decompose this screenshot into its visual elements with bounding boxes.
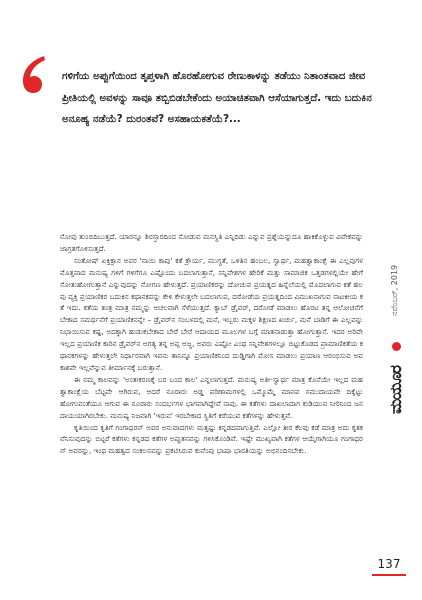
magazine-logo: ಮಯೂರ bbox=[386, 365, 405, 415]
pull-quote: ಗಳಿಗೆಯ ಅಪ್ಪುಗೆಯಿಂದ ತೃಪ್ತಳಾಗಿ ಹೊರಹೋಗುವ ರೇಣುಕಾಳನ್ನು ತಡೆಯು ನಿತಾಂತವಾದ ಜೀವಪ್ರೀತಿಯಲ್ಲಿ ಅವಳನ್ನು ಸಾವೂ ತಬ್ಬಿಬಿಡಬೇಕೆಂದು ಅಯಾಚಿತವಾಗಿ ಆಸೆಯಾಗುತ್ತದೆ. ಇದು ಬದುಕಿನ ಅನೂಹ್ಯ ನಡೆಯೆ? ದುರಂತವೆ? ಅಸಹಾಯಕತೆಯೆ?... bbox=[62, 71, 372, 125]
quote-mark-icon bbox=[20, 55, 46, 95]
body-paragraph: ಸಂತೋಷ್ ಏಕ್ತಿಕ್ಸಾನ ಅವರ 'ನಾಯಿ ಕಾಪು' ಕತೆ ಕ್ರೌರ್ಯ, ಮುಗ್ಧತೆ, ಒಳಿತಿನ ಹಂಬಲ, ಸ್ವಾರ್ಥ, ಮಹತ್ವಾಕಾಂಕ್ಷೆ ಈ ಎಲ್ಲವುಗಳ ಮೊತ್ತವಾದ ಮನುಷ್ಯ ಗಳಿಗೆ ಗಳಿಗೆಗೂ ಎಷ್ಟೊಂದು ಬದಲಾಗುತ್ತಾನೆ, ಸನ್ನಿವೇಶಗಳ ಹೇರಿಕೆ ಮತ್ತು ಸಾಮಾಜಿಕ ಒತ್ತಡಗಳಲ್ಲಿಯೇ ಹೇಗೆ ಸೋತುಹೋಗುತ್ತಾನೆ ಎನ್ನುವುದನ್ನು ನೋಗಣ ಹೇಳುತ್ತದೆ. ಪ್ರಯಾಣಿಕರನ್ನು ದೋಚುವ ಪ್ರಯತ್ನದ ಹಿನ್ನೆಲೆಯಲ್ಲಿ ಮೊದಲಾಗುವ ಕತೆ ಹಲವು ವ್ಯಕ್ತಿ ಪ್ರಯಾಣಿಕರ ಬದುಕಿನ ಕಥಾನಕವನ್ನು ಕೇಳಿ ಕೇಳುತ್ತಲೇ ಬದಲಾಗುವ, ದರೋಡೆಯ ಪ್ರಯತ್ನದಿಂದ ವಿಮುಖನಾಗುವ ನಾಟಕೀಯ ಕತೆ ಇದು. ಕತೆಯ ತಂತ್ರ ಮಾತ್ರ ನಮ್ಮನ್ನು ಅಚಲವಾಗಿ ಸೆಳೆಯುತ್ತದೆ. ಕ್ಯಾಬ್ ಡ್ರೈವರ್, ದರೋಡೆ ಮಾಡಲು ಹೊರಟ ತನ್ನ ಆಲೋಚನೆಗೆ ಬೇಕಾದ ಸಮರ್ಥನೆಗೆ ಪ್ರಯಾಣಿಕನನ್ನೇ – ಡ್ರೈವರ್‌ನ ಸಂಬಳದಲ್ಲಿ ಮನೆ, ಇಬ್ಬರು ಮಕ್ಕಳ ಶಿಕ್ಷಣದ ಖರ್ಚು, ಮನೆ ಬಾಡಿಗೆ ಈ ಎಲ್ಲವನ್ನು ನಿಭಾಯಿಸುವ ಕಷ್ಟ, ಅದಕ್ಕಾಗಿ ಹುಡುಕಬೇಕಾದ ಬೇರೆ ಬೇರೆ ಆದಾಯದ ಮೂಲಗಳ ಬಗ್ಗೆ ಮಾತನಾಡುತ್ತಾ ಹೋಗುತ್ತಾನೆ. ಇದರ ಅರಿವೇ ಇಲ್ಲದ ಪ್ರಯಾಣಿಕ ಕಾರಿನ ಡ್ರೈವರ್‌ನ ಅಗತ್ಯ ತನ್ನ ಅಪ್ಪ ಅಜ್ಜ, ಅವರು ಎಷ್ಟೋ ಎಂಥ ಸನ್ನಿವೇಶಗಳಲ್ಲೂ ಬಿಟ್ಟುಕೊಡದ ಪ್ರಾಮಾಣಿಕತೆಯ ಕಥಾನಕಗಳನ್ನು ಹೇಳುತ್ತಲೇ ನಿರ್ಧಾರವಾಗಿ ಇವನು ತಾನಿನ್ನೂ ಪ್ರಯಾಣಿಕನಿಂದ ದುಡ್ಡಿಗಾಗಿ ಮೋಸ ಮಾಡಲು ಪ್ರಯಾಣ ಆರಂಭಿಸುವ ಅವಕಾಶವೇ ಇಲ್ಲವೆನ್ನುವ ತೀರ್ಮಾನಕ್ಕೆ ಬರುತ್ತಾನೆ. bbox=[60, 255, 363, 372]
page-number: 137 bbox=[377, 557, 401, 571]
accent-dot-icon bbox=[392, 342, 401, 351]
body-paragraph: ಕೃತಿಯಿಂದ ಕೃತಿಗೆ ಗಂಗಾಧರನ್ ಅವರ ಅನುವಾದಗಳು ಮತ್ತಷ್ಟು ಕನ್ನಡದವಾಗುತ್ತಿವೆ. ಎಲ್ಲೋ ತೀರ ಕೆಲವು ಕಡೆ ಮಾತ್ರ ಅದು ಕೃತಕವೆನಿಸುವುದನ್ನು ಬಿಟ್ಟರೆ ಕತೆಗಳು ಕನ್ನಡದ ಕತೆಗಳ ಅಪ್ಪುತನವನ್ನು ಗಳಿಸಿಕೊಂಡಿವೆ. ಇಷ್ಟೇ ಮುಖ್ಯವಾಗಿ ಕತೆಗಳ ಆಯ್ಕೆಗಾಗಿಯೂ ಗಂಗಾಧರನ್ ಅವರನ್ನು, ಇಂಥ ಮಹತ್ವದ ಸಂಕಲನವನ್ನು ಪ್ರಕಟಿಸಿರುವ ಕುವೆಂಪು ಭಾಷಾ ಭಾರತಿಯನ್ನು ಅಭಿನಂದಿಸಬೇಕು. bbox=[60, 422, 363, 456]
body-paragraph: ಈ ನಮ್ಮ ಕಾಲವನ್ನು 'ಅಂತಃಕರಣಕ್ಕೆ ಬರ ಬಂದ ಕಾಲ' ಎನ್ನಲಾಗುತ್ತದೆ. ಮನುಷ್ಯ ಅತೀ-ಸ್ವಾರ್ಥ ಮಾತ್ರ ಕೊನೆಯೇ ಇಲ್ಲದ ಮಹತ್ವಾಕಾಂಕ್ಷೆಯ ಬೆಟ್ಟವೇ ಆಗಿರುವ, ಆದರೆ ನೂರಾರು ಅಡ್ಡ ಪರಿಣಾಮಗಳಲ್ಲಿ ಒಮ್ಮೊಮ್ಮೆ ಮಾನವ ಸಮುದಾಯವೇ ದಿಕ್ಕೆಟ್ಟು ಹೋಗುವಂತೆಯೂ ಆಗುವ ಈ ನೂರಾರು ಸಂದರ್ಭಗಳ ಭಾಗವಾಗಿದ್ದೇವೆ ನಾವು. ಈ ಕತೆಗಳು ದಾಖಲಾದಾಗ ಕುಡಿಯುವ ನೀರಿನಿಂದ ಜನದಾಯಯಾಗಿರಬೇಕು. ಮನುಷ್ಯ ನಿಜವಾಗಿ 'ಇರುವ' ಇರಬೇಕಾದ ಸ್ಥಿತಿಗೆ ಕರೆಯುವ ಕತೆಗಳನ್ನು ಹೇಳುತ್ತವೆ. bbox=[60, 374, 363, 420]
issue-date: ನವೆಂಬರ್, 2019 bbox=[390, 264, 399, 316]
article-body bbox=[60, 231, 363, 457]
page-number-rule bbox=[372, 574, 406, 576]
body-paragraph: ನೋವು ತುಂಬಿದಿಬುತ್ತದೆ. ಯಾರನ್ನೂ ಶಿರಸ್ತಾರದಿಂದ ನೋಡುವ ಮನಸ್ಥಿತಿ ಎನ್ನಿದಿಡು ಎನ್ನುವ ಪ್ರಶ್ನೆಯನ್ನುದೂ ಹಾಕಿಕೊಳ್ಳುವ ವಿವೇಕವನ್ನು ಜಾಗ್ರತಗೊಳಿಸುತ್ತದೆ. bbox=[60, 232, 363, 253]
